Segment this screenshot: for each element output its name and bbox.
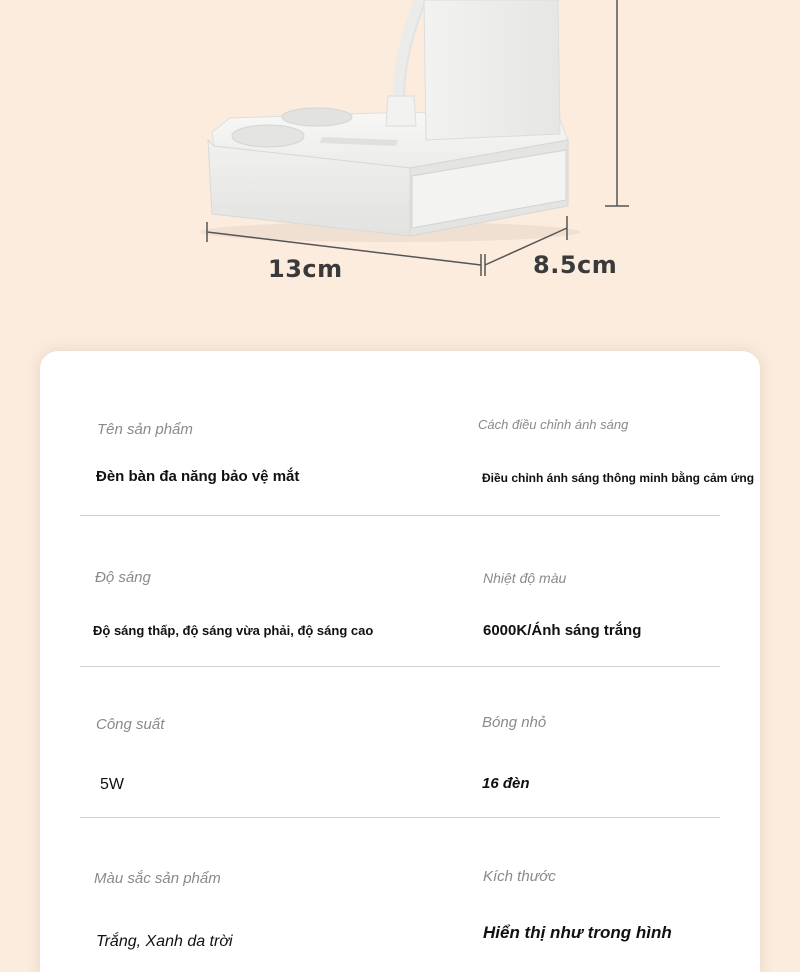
spec-label-product-name: Tên sản phẩm — [97, 421, 193, 438]
spec-divider — [80, 666, 720, 667]
spec-value-power: 5W — [100, 776, 124, 793]
spec-value-small-bulbs: 16 đèn — [482, 775, 530, 792]
spec-value-light-adjust: Điều chỉnh ánh sáng thông minh bằng cảm ứng — [482, 471, 755, 485]
spec-value-brightness: Độ sáng thấp, độ sáng vừa phải, độ sáng cao — [93, 623, 374, 638]
spec-value-product-name: Đèn bàn đa năng bảo vệ mắt — [96, 468, 300, 485]
product-illustration — [0, 0, 800, 330]
spec-value-color-temp: 6000K/Ánh sáng trắng — [483, 622, 642, 639]
spec-value-product-color: Trắng, Xanh da trời — [96, 933, 233, 950]
width-dimension-label: 13cm — [268, 255, 343, 283]
spec-label-small-bulbs: Bóng nhỏ — [482, 714, 547, 731]
spec-label-power: Công suất — [96, 716, 165, 733]
lamp-base-drawing — [0, 0, 800, 330]
spec-divider — [80, 515, 720, 516]
spec-label-color-temp: Nhiệt độ màu — [483, 570, 567, 586]
spec-divider — [80, 817, 720, 818]
spec-label-dimensions: Kích thước — [483, 868, 556, 885]
depth-dimension-label: 8.5cm — [533, 251, 618, 279]
spec-value-dimensions: Hiển thị như trong hình — [483, 923, 672, 942]
spec-label-brightness: Độ sáng — [95, 569, 151, 586]
spec-card — [40, 351, 760, 972]
spec-label-light-adjust: Cách điều chỉnh ánh sáng — [478, 417, 629, 432]
spec-label-product-color: Màu sắc sản phẩm — [94, 870, 221, 887]
